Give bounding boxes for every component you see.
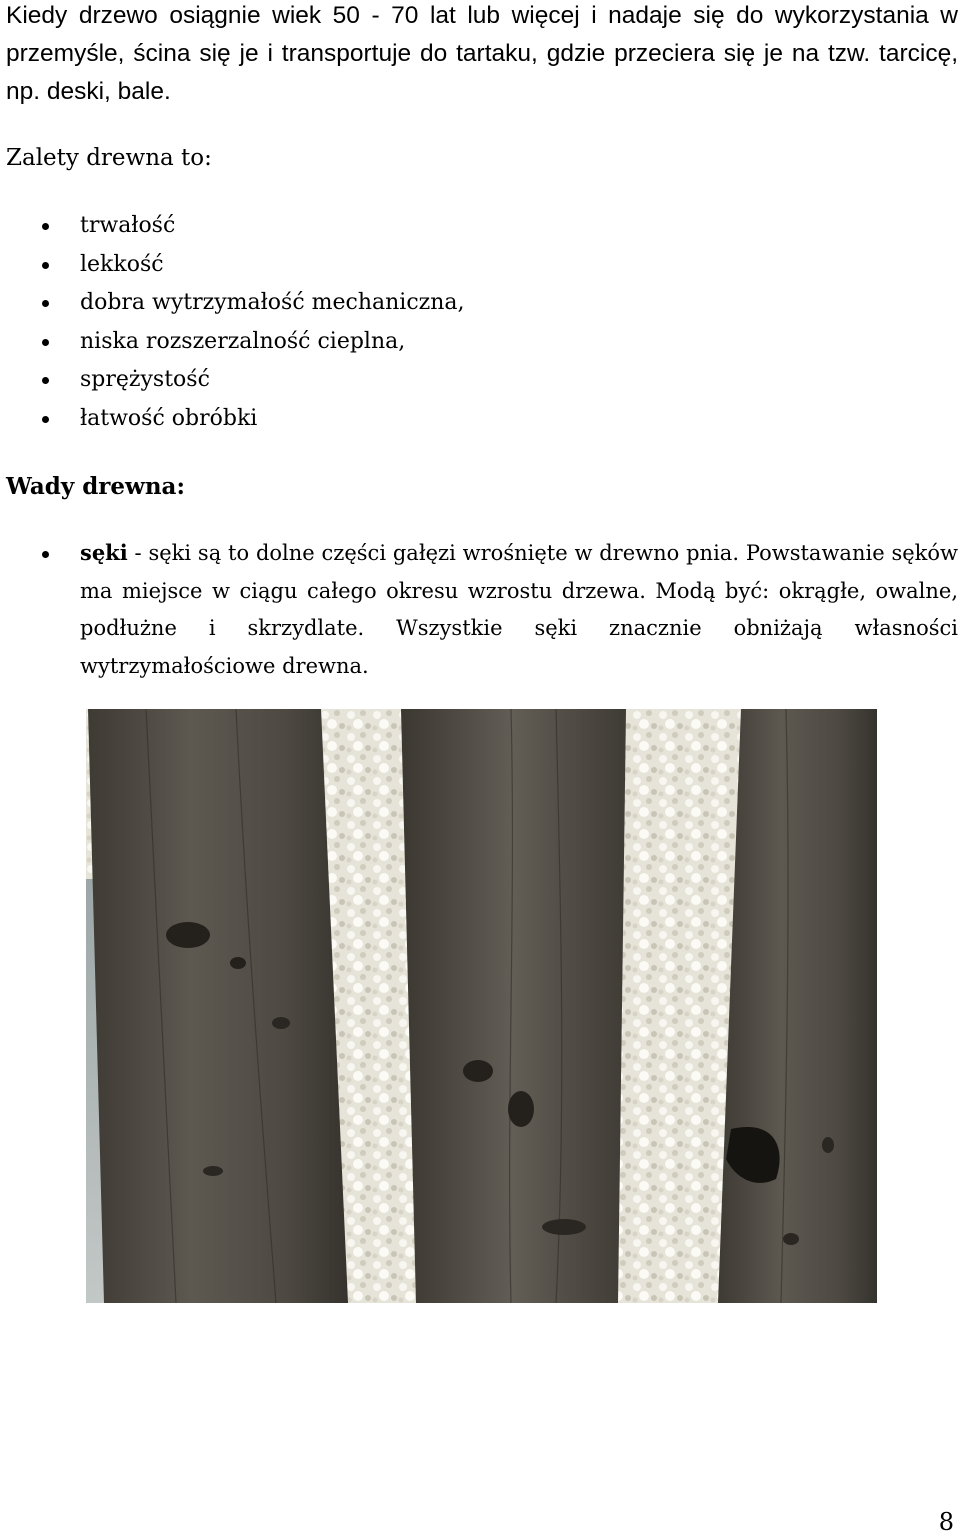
page-number: 8 (938, 1508, 954, 1536)
list-item-label: łatwość obróbki (80, 405, 258, 431)
list-item-label: trwałość (80, 213, 176, 238)
defect-description: - sęki są to dolne części gałęzi wrośnięte w drewno pnia. Powstawanie sęków ma miejsce w ciągu całego okresu wzrostu drzewa. Modą być: okrągłe, owalne, podłużne i skrzydlate. Wszystkie sęki znacznie obniżają własności wytrzymałościowe drewna. (80, 541, 958, 678)
bullet-icon (42, 339, 49, 346)
bullet-icon (42, 551, 49, 558)
list-item (80, 534, 958, 685)
advantages-list (0, 207, 465, 438)
list-item (0, 207, 465, 246)
list-item (0, 361, 465, 400)
list-item (0, 284, 465, 323)
bullet-icon (42, 262, 49, 269)
advantages-heading: Zalety drewna to: (6, 145, 212, 171)
bullet-icon (42, 416, 49, 423)
list-item-label: lekkość (80, 251, 164, 277)
list-item (0, 246, 465, 285)
list-item-label: sprężystość (80, 367, 210, 392)
defects-heading: Wady drewna: (6, 473, 185, 500)
bullet-icon (42, 223, 49, 230)
bullet-icon (42, 377, 49, 384)
list-item (0, 323, 465, 362)
defect-term: sęki (80, 540, 128, 565)
wood-knots-photo (86, 709, 877, 1303)
list-item (0, 400, 465, 439)
defects-list (0, 534, 958, 685)
intro-paragraph: Kiedy drzewo osiągnie wiek 50 - 70 lat lub więcej i nadaje się do wykorzystania w przemyśle, ścina się je i transportuje do tartaku, gdzie przeciera się je na tzw. tarcicę, np. deski, bale. (6, 2, 958, 105)
list-item-label: dobra wytrzymałość mechaniczna, (80, 290, 465, 315)
list-item-label: niska rozszerzalność cieplna, (80, 328, 406, 354)
bullet-icon (42, 300, 49, 307)
